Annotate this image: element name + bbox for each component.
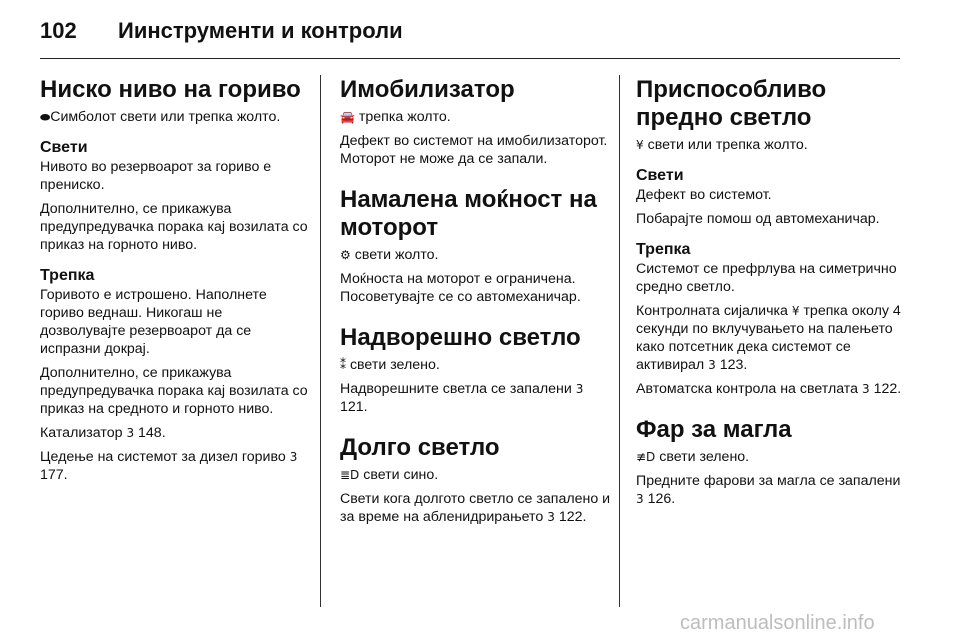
adaptive-light-intro: ¥ свети или трепка жолто. <box>636 137 808 153</box>
page-ref-icon: 3 <box>289 450 298 464</box>
low-fuel-intro: ⬬Симболот свети или трепка жолто. <box>40 109 281 125</box>
watermark: carmanualsonline.info <box>680 612 875 634</box>
subheading-flashing: Трепка <box>636 241 691 258</box>
paragraph: Дополнително, се прикажува предупредувачка порака кај возилата со приказ на средното и горното ниво. <box>40 365 308 417</box>
adaptive-light-icon: ¥ <box>791 304 800 318</box>
fuel-icon: ⬬ <box>40 110 51 124</box>
header-rule <box>40 58 900 59</box>
adaptive-light-icon: ¥ <box>636 138 644 152</box>
bleeding-reference: Цедење на системот за дизел гориво 3 177. <box>40 449 298 483</box>
page-link[interactable]: 123. <box>719 357 748 373</box>
page-number: 102 <box>40 18 77 43</box>
page-header <box>40 18 900 58</box>
paragraph: Дефект во системот. <box>636 187 772 203</box>
column-fuel <box>40 76 310 490</box>
paragraph: Горивото е истрошено. Наполнете гориво веднаш. Никогаш не дозволувајте резервоарот да се испразни докрај. <box>40 287 267 357</box>
paragraph: Дополнително, се прикажува предупредувачка порака кај возилата со приказ на горното ниво. <box>40 201 308 253</box>
column-immobilizer <box>340 76 612 532</box>
column-divider-2 <box>619 75 620 607</box>
section-title-reduced-power: Намалена моќност на моторот <box>340 186 597 241</box>
chapter-title: Иинструменти и контроли <box>118 18 403 43</box>
page-ref-icon: 3 <box>636 492 644 506</box>
page-ref-icon: 3 <box>126 426 135 440</box>
subheading-lit: Свети <box>40 139 88 156</box>
paragraph: Нивото во резервоарот за гориво е прениско. <box>40 159 272 193</box>
section-title-exterior-light: Надворешно светло <box>340 324 581 351</box>
fog-light-reference: Предните фарови за магла се запалени 3 126. <box>636 473 901 507</box>
section-title-high-beam: Долго светло <box>340 434 500 461</box>
section-title-fog-light: Фар за магла <box>636 416 792 443</box>
page-ref-icon: 3 <box>708 358 716 372</box>
column-divider-1 <box>320 75 321 607</box>
page-link[interactable]: 122. <box>873 381 902 397</box>
section-title-immobilizer: Имобилизатор <box>340 76 515 103</box>
section-title-adaptive-light: Приспособливо предно светло <box>636 76 827 131</box>
exterior-light-icon: ⁑ <box>340 358 346 372</box>
exterior-light-reference: Надворешните светла се запалени 3 121. <box>340 381 584 415</box>
column-adaptive-light <box>636 76 906 514</box>
reduced-power-intro: ⚙ свети жолто. <box>340 247 439 263</box>
high-beam-intro: ≣D свети сино. <box>340 467 439 483</box>
exterior-light-intro: ⁑ свети зелено. <box>340 357 440 373</box>
page-link[interactable]: 148. <box>138 425 166 441</box>
page-link[interactable]: 177. <box>40 467 68 483</box>
paragraph: Моќноста на моторот е ограничена. Посоветувајте се со автомеханичар. <box>340 271 581 305</box>
section-title-low-fuel: Ниско ниво на гориво <box>40 76 301 103</box>
page-link[interactable]: 121. <box>340 399 368 415</box>
high-beam-icon: ≣D <box>340 468 360 482</box>
subheading-flashing: Трепка <box>40 267 95 284</box>
immobilizer-icon: 🚘 <box>340 110 355 124</box>
page-link[interactable]: 122. <box>558 509 587 525</box>
immobilizer-intro: 🚘 трепка жолто. <box>340 109 451 125</box>
engine-power-icon: ⚙ <box>340 248 351 262</box>
catalyst-reference: Катализатор 3 148. <box>40 425 166 441</box>
high-beam-reference: Свети кога долгото светло се запалено и за време на абленидрирањето 3 122. <box>340 491 611 525</box>
auto-light-reference: Автоматска контрола на светлата 3 122. <box>636 381 902 397</box>
page-ref-icon: 3 <box>861 382 870 396</box>
fog-light-icon: ≢D <box>636 450 656 464</box>
page-ref-icon: 3 <box>575 382 584 396</box>
paragraph: Побарајте помош од автомеханичар. <box>636 211 880 227</box>
page-ref-icon: 3 <box>547 510 555 524</box>
control-indicator-reference: Контролната сијаличка ¥ трепка околу 4 секунди по вклучувањето на палењето како потсетник дека системот се активирал 3 123. <box>636 303 901 373</box>
page-link[interactable]: 126. <box>647 491 676 507</box>
subheading-lit: Свети <box>636 167 684 184</box>
paragraph: Системот се префрлува на симетрично средно светло. <box>636 261 897 295</box>
paragraph: Дефект во системот на имобилизаторот. Моторот не може да се запали. <box>340 133 608 167</box>
fog-light-intro: ≢D свети зелено. <box>636 449 750 465</box>
